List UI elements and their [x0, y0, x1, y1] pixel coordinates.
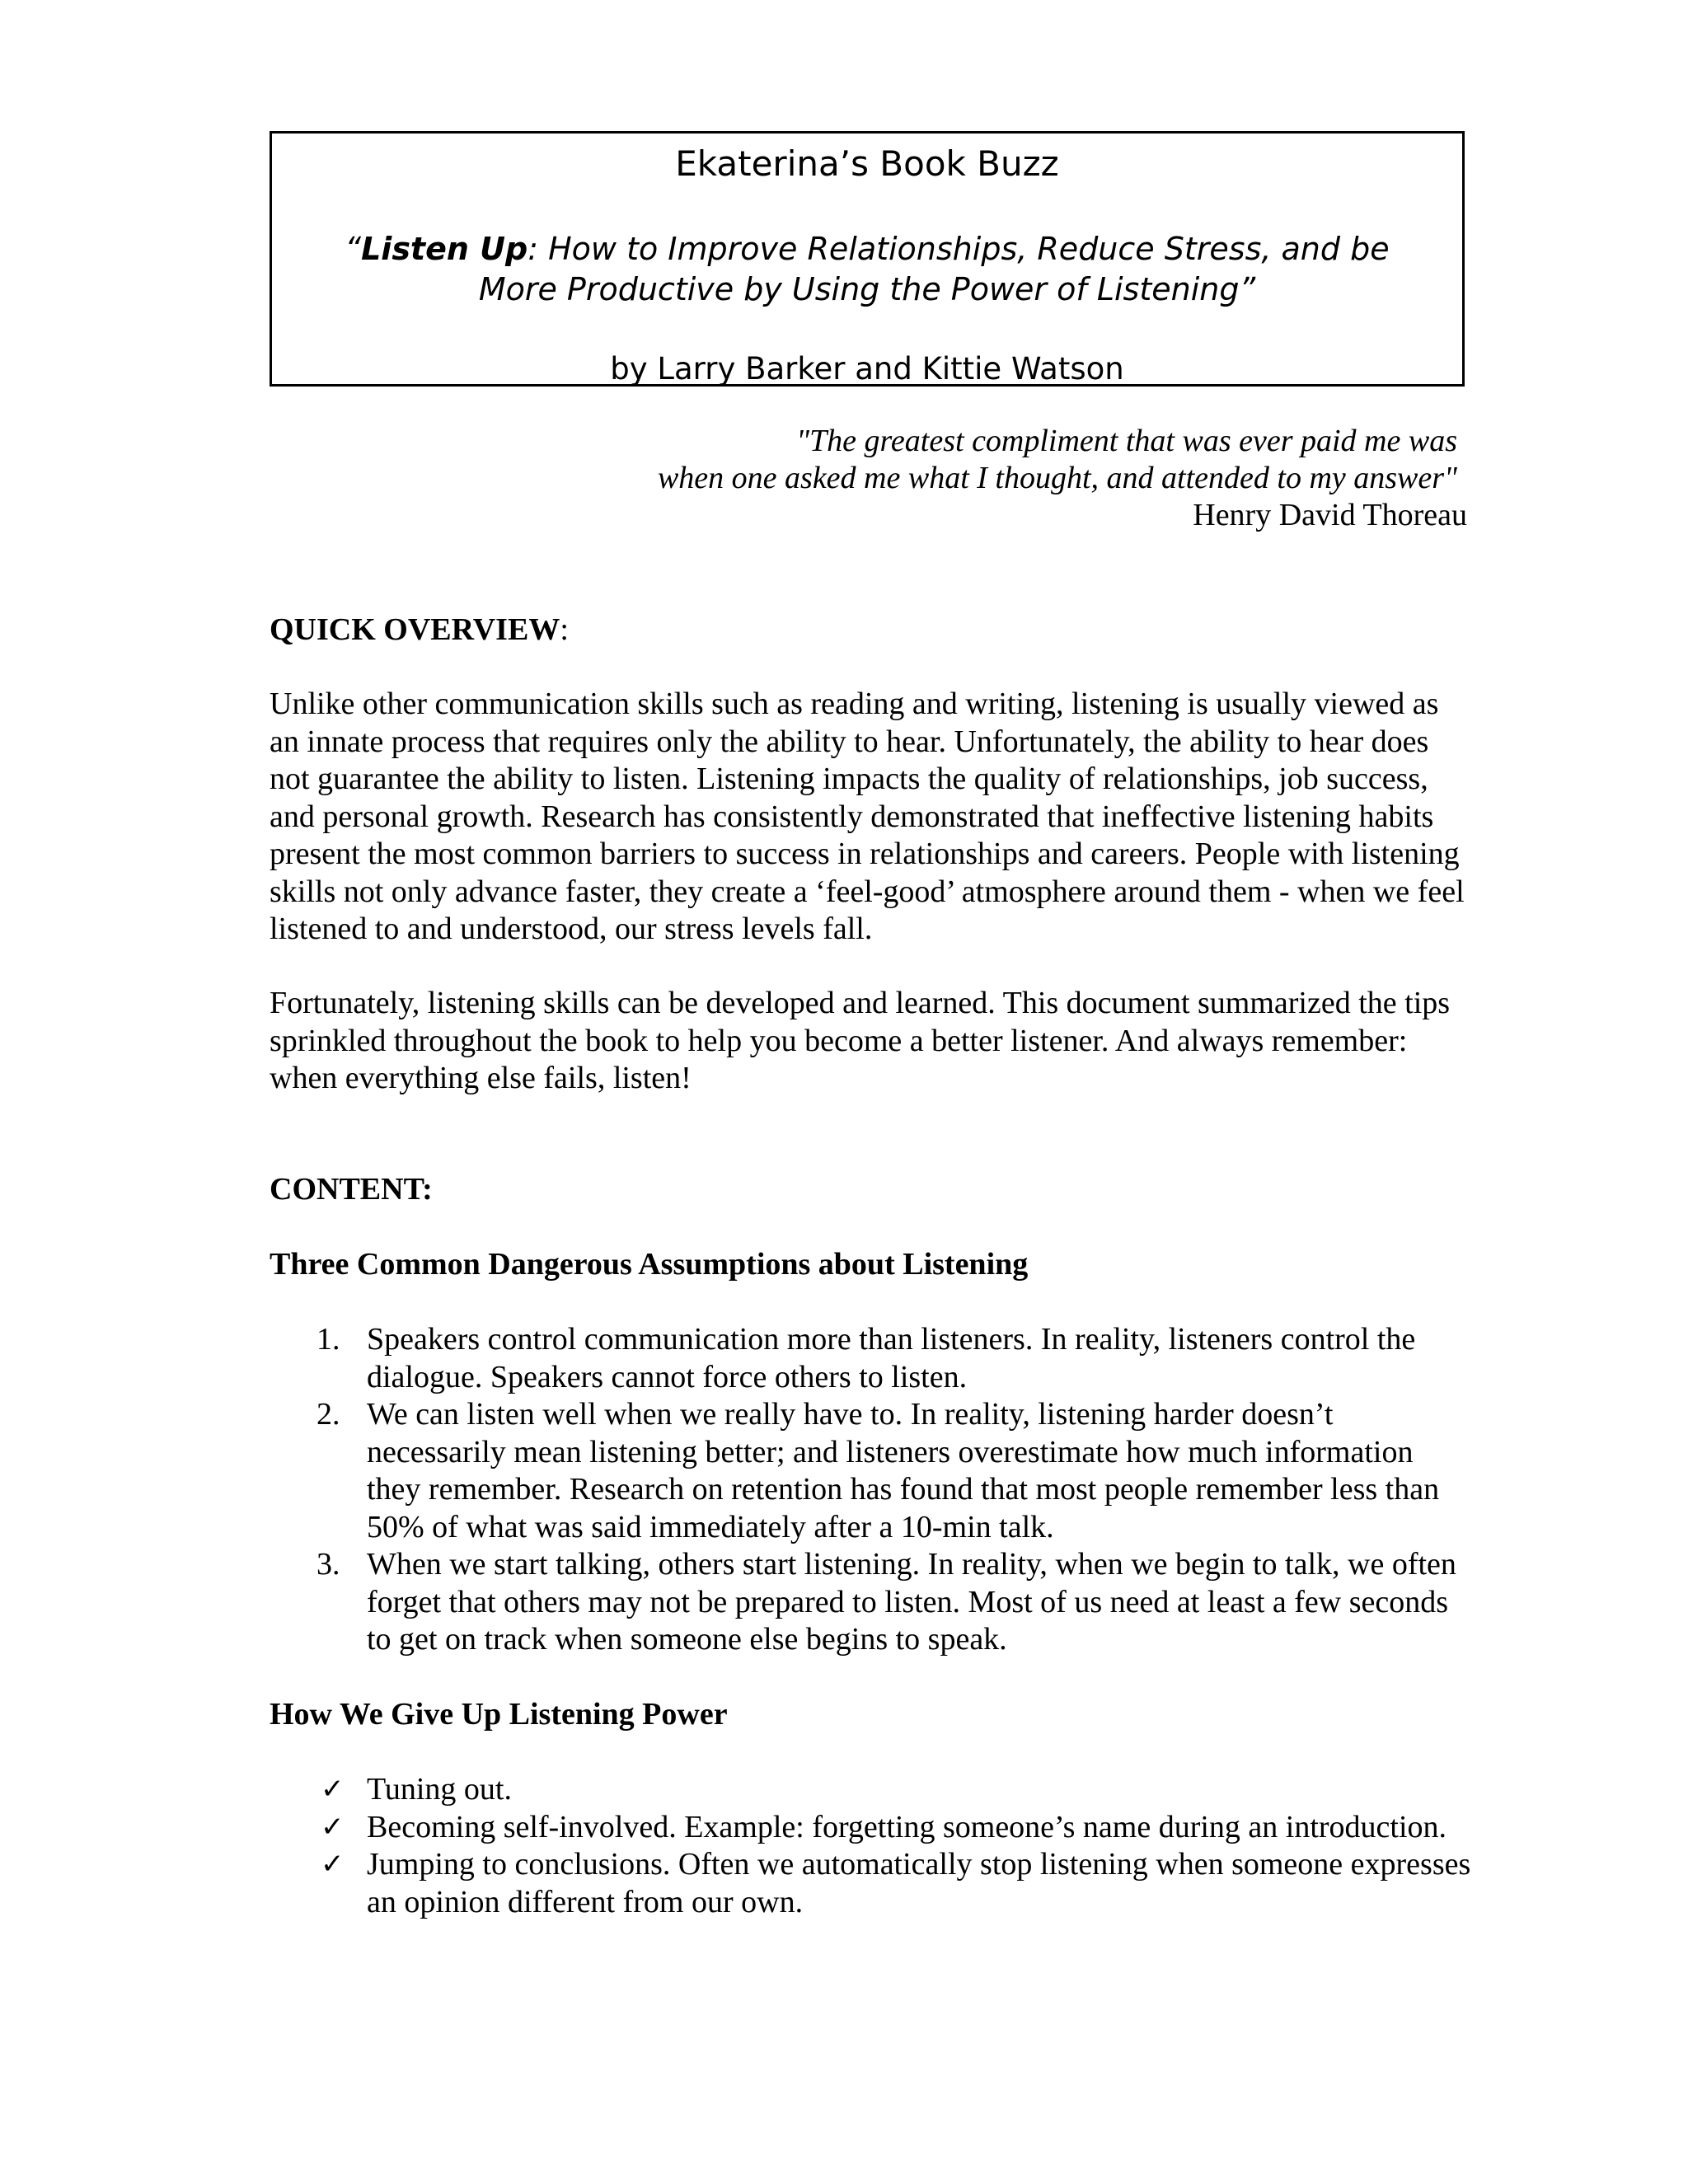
header-box	[270, 131, 1465, 387]
quote-line-1: "The greatest compliment that was ever paid me was	[796, 424, 1457, 458]
list-item-text: Jumping to conclusions. Often we automatically stop listening when someone expresses an opinion different from our own.	[367, 1847, 1471, 1919]
section-title-power: How We Give Up Listening Power	[270, 1697, 728, 1732]
epigraph-quote	[577, 423, 1467, 534]
overview-heading-text: QUICK OVERVIEW	[270, 612, 560, 647]
quote-author: Henry David Thoreau	[1193, 498, 1467, 532]
quote-line-2: when one asked me what I thought, and attended to my answer"	[657, 461, 1457, 495]
list-number: 2.	[316, 1397, 340, 1432]
checkmark-icon: ✓	[321, 1848, 345, 1881]
book-title-main: Listen Up	[361, 231, 528, 267]
list-item	[270, 1396, 1473, 1546]
book-authors: by Larry Barker and Kittie Watson	[610, 351, 1124, 387]
power-list	[270, 1771, 1473, 1921]
section-title-assumptions: Three Common Dangerous Assumptions about Listening	[270, 1247, 1029, 1282]
content-heading: CONTENT:	[270, 1172, 433, 1207]
list-item-text: Speakers control communication more than listeners. In reality, listeners control the dialogue. Speakers cannot force others to listen.	[367, 1322, 1416, 1394]
list-item	[270, 1546, 1473, 1659]
list-item-text: Tuning out.	[367, 1772, 512, 1807]
assumptions-list	[270, 1321, 1473, 1659]
list-item-text: We can listen well when we really have to. In reality, listening harder doesn’t necessarily mean listening better; and listeners overestimate how much information they remember. Research on retention has found that most people remember less than 50% of what was said immediately after a 10-min talk.	[367, 1397, 1440, 1544]
list-number: 1.	[316, 1322, 340, 1357]
book-title-rest: : How to Improve Relationships, Reduce Stress, and be More Productive by Using the Power of Listening”	[478, 231, 1390, 307]
checkmark-icon: ✓	[321, 1810, 345, 1844]
overview-paragraph-1: Unlike other communication skills such as reading and writing, listening is usually viewed as an innate process that requires only the ability to hear. Unfortunately, the ability to hear does not guarantee the ability to listen. Listening impacts the quality of relationships, job success, and personal growth. Research has consistently demonstrated that ineffective listening habits present the most common barriers to success in relationships and careers. People with listening skills not only advance faster, they create a ‘feel-good’ atmosphere around them - when we feel listened to and understood, our stress levels fall.	[270, 687, 1465, 946]
list-item-text: When we start talking, others start listening. In reality, when we begin to talk, we often forget that others may not be prepared to listen. Most of us need at least a few seconds to get on track when someone else begins to speak.	[367, 1547, 1456, 1657]
list-number: 3.	[316, 1547, 340, 1582]
list-item-text: Becoming self-involved. Example: forgetting someone’s name during an introduction.	[367, 1809, 1447, 1844]
book-title	[305, 229, 1429, 310]
book-title-open-quote: “	[345, 231, 362, 267]
list-item	[270, 1809, 1473, 1847]
list-item	[270, 1771, 1473, 1809]
overview-heading-suffix: :	[560, 612, 569, 647]
overview-paragraph-2: Fortunately, listening skills can be developed and learned. This document summarized the tips sprinkled throughout the book to help you become a better listener. And always remember: when everything else fails, listen!	[270, 986, 1451, 1095]
document-title: Ekaterina’s Book Buzz	[675, 143, 1059, 184]
checkmark-icon: ✓	[321, 1773, 345, 1806]
list-item	[270, 1846, 1473, 1921]
list-item	[270, 1321, 1473, 1396]
overview-heading	[270, 612, 1473, 649]
